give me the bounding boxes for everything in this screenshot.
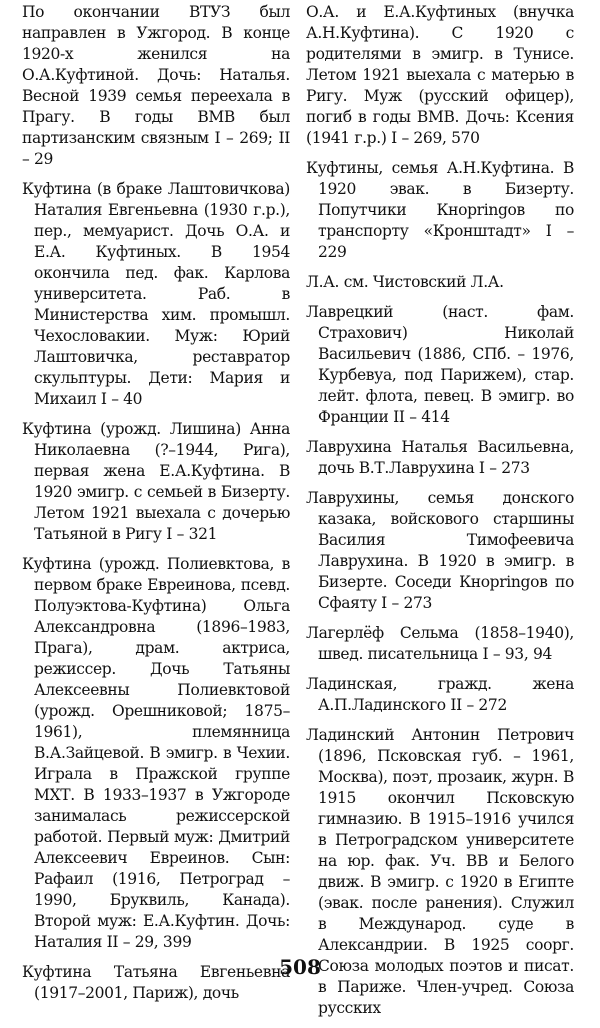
page-number: 508 <box>279 955 321 979</box>
index-entry-continuation: О.А. и Е.А.Куфтиных (внучка А.Н.Куфтина). С 1920 с родителями в эмигр. в Тунисе. Летом 1921 выехала с матерью в Ригу. Муж (русский офицер), погиб в годы ВМВ. Дочь: Ксения (1941 г.р.) I – 269, 570 <box>306 3 574 147</box>
index-entry: Куфтина (урожд. Полиевктова, в первом браке Евреинова, псевд. Полуэктова-Куфтина) Ольга Александровна (1896–1983, Прага), драм. актриса, режиссер. Дочь Татьяны Алексеевны Полиевктовой (урожд. Орешниковой; 1875–1961), племянница В.А.Зайцевой. В эмигр. в Чехии. Играла в Пражской группе МХТ. В 1933–1937 в Ужгороде занималась режиссерской работой. Первый муж: Дмитрий Алексеевич Евреинов. Сын: Рафаил (1916, Петроград – 1990, Бруквиль, Канада). Второй муж: Е.А.Куфтин. Дочь: Наталия II – 29, 399 <box>22 555 290 951</box>
index-entry: Куфтина Татьяна Евгеньевна (1917–2001, Париж), дочь <box>22 963 290 1002</box>
index-entry: Ладинская, гражд. жена А.П.Ладинского II – 272 <box>306 675 574 714</box>
index-entry: Куфтина (в браке Лаштовичкова) Наталия Евгеньевна (1930 г.р.), пер., мемуарист. Дочь О.А. и Е.А. Куфтиных. В 1954 окончила пед. фак. Карлова университета. Раб. в Министерства хим. промышл. Чехословакии. Муж: Юрий Лаштовичка, реставратор скульптуры. Дети: Мария и Михаил I – 40 <box>22 180 290 408</box>
index-entry: Куфтины, семья А.Н.Куфтина. В 1920 эвак. в Бизерту. Попутчики Кнорringов по транспорту «Кронштадт» I – 229 <box>306 159 574 261</box>
index-entry: Ладинский Антонин Петрович (1896, Псковская губ. – 1961, Москва), поэт, прозаик, журн. В 1915 окончил Псковскую гимназию. В 1915–1916 учился в Петроградском университете на юр. фак. Уч. ВВ и Белого движ. В эмигр. с 1920 в Египте (эвак. после ранения). Служил в Международ. суде в Александрии. В 1925 соорг. Союза молодых поэтов и писат. в Париже. Член-учред. Союза русских <box>306 726 574 1017</box>
index-entry: Лаврецкий (наст. фам. Страхович) Николай Васильевич (1886, СПб. – 1976, Курбевуа, под Парижем), стар. лейт. флота, певец. В эмигр. во Франции II – 414 <box>306 303 574 426</box>
index-entry: Лаврухина Наталья Васильевна, дочь В.Т.Лаврухина I – 273 <box>306 438 574 477</box>
index-entry: Лаврухины, семья донского казака, войскового старшины Василия Тимофеевича Лаврухина. В 1920 в эмигр. в Бизерте. Соседи Кнорringов по Сфаяту I – 273 <box>306 489 574 612</box>
index-entry: Куфтина (урожд. Лишина) Анна Николаевна (?–1944, Рига), первая жена Е.А.Куфтина. В 1920 эмигр. с семьей в Бизерту. Летом 1921 выехала с дочерью Татьяной в Ригу I – 321 <box>22 420 290 543</box>
right-column <box>306 2 574 1028</box>
index-entry-continuation: По окончании ВТУЗ был направлен в Ужгород. В конце 1920-х женился на О.А.Куфтиной. Дочь: Наталья. Весной 1939 семья переехала в Прагу. В годы ВМВ был партизанским связным I – 269; II – 29 <box>22 3 290 168</box>
index-entry: Лагерлёф Сельма (1858–1940), швед. писательница I – 93, 94 <box>306 624 574 663</box>
index-entry: Л.А. см. Чистовский Л.А. <box>306 273 504 291</box>
left-column <box>22 2 290 1013</box>
